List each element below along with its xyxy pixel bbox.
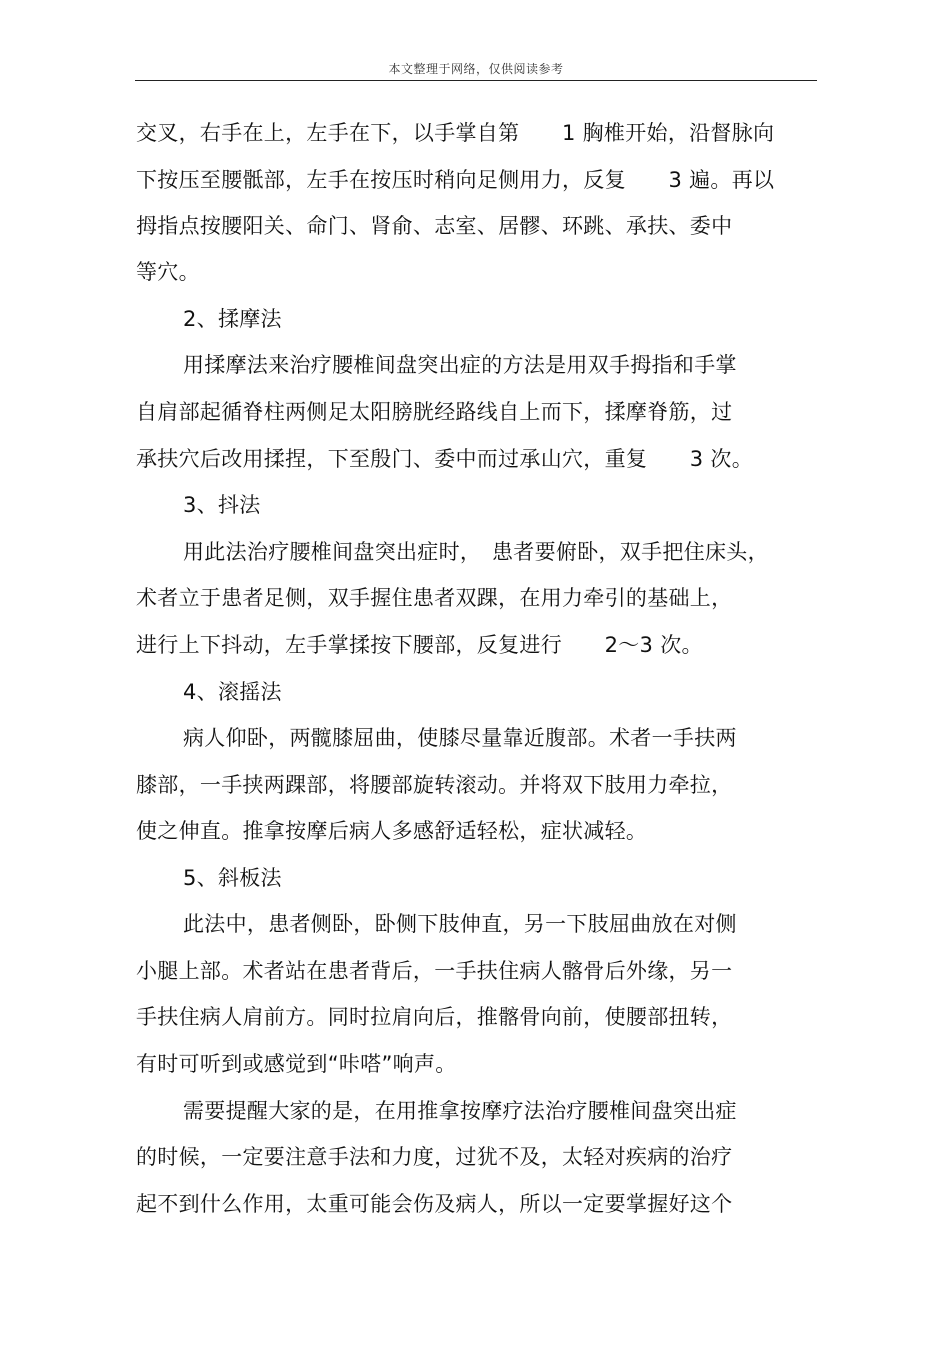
- text-line: 膝部，一手挟两踝部，将腰部旋转滚动。并将双下肢用力牵拉，: [136, 773, 733, 797]
- text-line: 等穴。: [136, 260, 200, 284]
- text-line: 承扶穴后改用揉捏，下至殷门、委中而过承山穴，重复 3 次。: [136, 447, 754, 471]
- text-line: 此法中，患者侧卧，卧侧下肢伸直，另一下肢屈曲放在对侧: [183, 912, 737, 936]
- section-heading: 4、滚摇法: [183, 680, 282, 704]
- text-line: 的时候，一定要注意手法和力度，过犹不及，太轻对疾病的治疗: [136, 1145, 733, 1169]
- text-line: 交叉，右手在上，左手在下，以手掌自第 1 胸椎开始，沿督脉向: [136, 121, 775, 145]
- section-heading: 3、抖法: [183, 493, 261, 517]
- text-line: 拇指点按腰阳关、命门、肾俞、志室、居髎、环跳、承扶、委中: [136, 214, 733, 238]
- text-line: 使之伸直。推拿按摩后病人多感舒适轻松，症状减轻。: [136, 819, 648, 843]
- text-line: 进行上下抖动，左手掌揉按下腰部，反复进行 2～3 次。: [136, 633, 703, 657]
- text-line: 术者立于患者足侧，双手握住患者双踝，在用力牵引的基础上，: [136, 586, 733, 610]
- text-line: 起不到什么作用，太重可能会伤及病人，所以一定要掌握好这个: [136, 1192, 733, 1216]
- text-line: 下按压至腰骶部，左手在按压时稍向足侧用力，反复 3 遍。再以: [136, 168, 775, 192]
- text-line: 有时可听到或感觉到“咔嗒”响声。: [136, 1052, 457, 1076]
- section-heading: 2、揉摩法: [183, 307, 282, 331]
- text-line: 手扶住病人肩前方。同时拉肩向后，推髂骨向前，使腰部扭转，: [136, 1005, 733, 1029]
- text-line: 病人仰卧，两髋膝屈曲，使膝尽量靠近腹部。术者一手扶两: [183, 726, 737, 750]
- text-line: 小腿上部。术者站在患者背后，一手扶住病人髂骨后外缘，另一: [136, 959, 733, 983]
- section-heading: 5、斜板法: [183, 866, 282, 890]
- text-line: 自肩部起循脊柱两侧足太阳膀胱经路线自上而下，揉摩脊筋，过: [136, 400, 733, 424]
- text-line: 用此法治疗腰椎间盘突出症时， 患者要俯卧，双手把住床头，: [183, 540, 769, 564]
- text-line: 需要提醒大家的是，在用推拿按摩疗法治疗腰椎间盘突出症: [183, 1099, 737, 1123]
- header-text: 本文整理于网络，仅供阅读参考: [388, 62, 564, 76]
- text-line: 用揉摩法来治疗腰椎间盘突出症的方法是用双手拇指和手掌: [183, 353, 737, 377]
